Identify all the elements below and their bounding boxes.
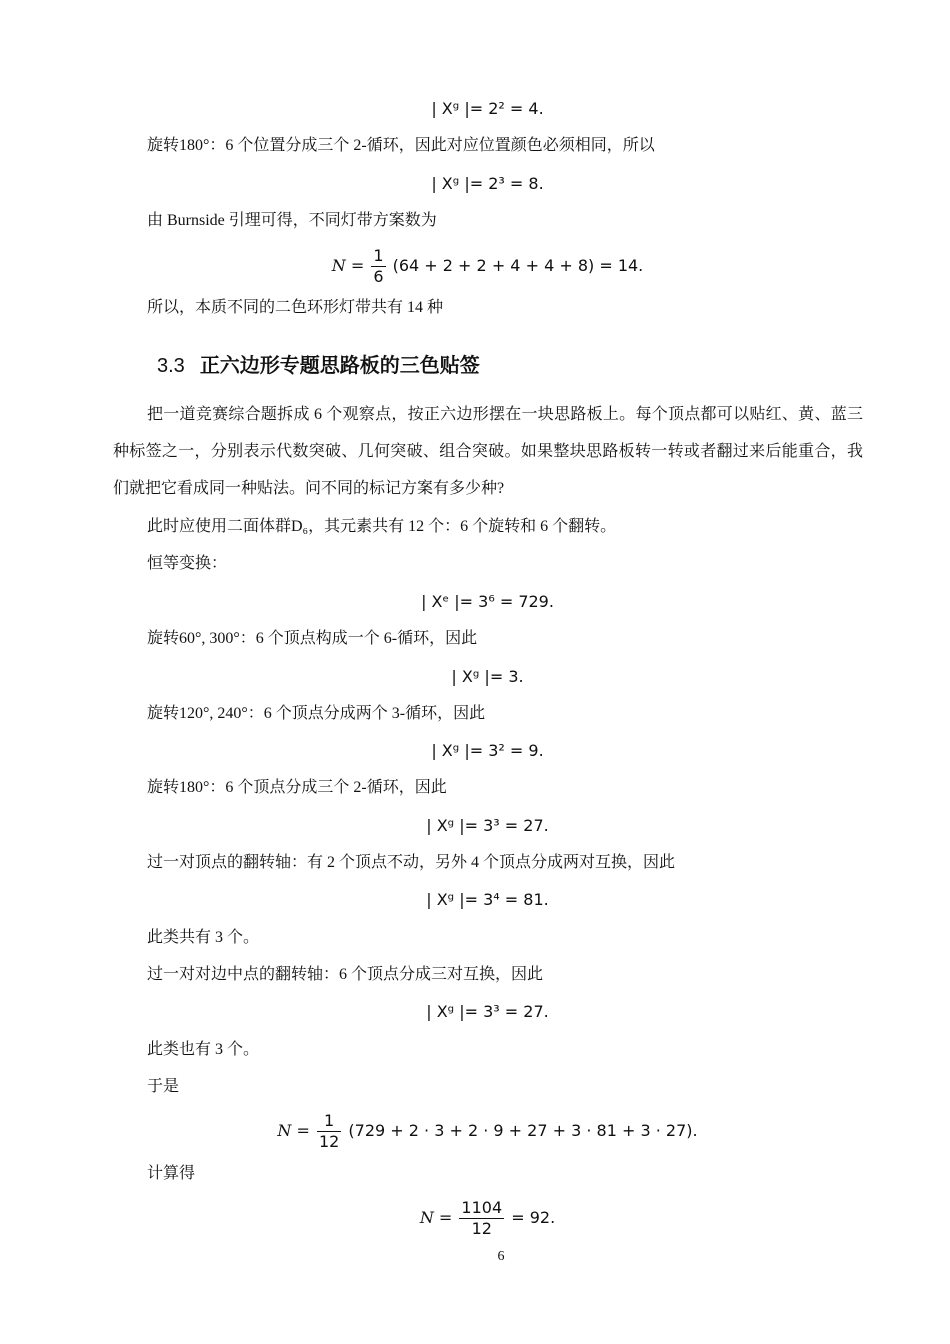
equation-rhs: = 92. <box>511 1208 556 1227</box>
equation-identity <box>0 591 950 613</box>
problem-paragraph: 把一道竞赛综合题拆成 6 个观察点，按正六边形摆在一块思路板上。每个顶点都可以贴红、黄、蓝三种标签之一，分别表示代数突破、几何突破、组合突破。如果整块思路板转一转或者翻过来后能重合，我们就把它看成同一种贴法。问不同的标记方案有多少种? <box>113 406 863 497</box>
flip-edge-label: 过一对对边中点的翻转轴：6 个顶点分成三对互换，因此 <box>147 966 544 983</box>
equation-text: | Xᵍ |= 3³ = 27. <box>426 816 549 835</box>
section-title: 正六边形专题思路板的三色贴签 <box>199 353 480 377</box>
equation-text: | Xᵍ |= 3⁴ = 81. <box>426 890 549 909</box>
rot180-label: 旋转180°：6 个顶点分成三个 2-循环，因此 <box>147 779 447 796</box>
section-heading <box>157 351 480 380</box>
equation-text: | Xᵍ |= 2³ = 8. <box>431 174 544 193</box>
equation-flip-vertex <box>0 889 950 911</box>
conclusion-two-colors-text: 所以，本质不同的二色环形灯带共有 14 种 <box>147 299 444 316</box>
fraction-numerator: 1 <box>317 1111 341 1132</box>
fraction <box>371 246 385 287</box>
rot180-two-colors-text: 旋转180°：6 个位置分成三个 2-循环，因此对应位置颜色必须相同，所以 <box>147 137 655 154</box>
equation-lhs: N = <box>331 256 365 275</box>
rot120-label: 旋转120°, 240°：6 个顶点分成两个 3-循环，因此 <box>147 705 486 722</box>
fraction-denominator: 6 <box>373 267 384 286</box>
equation-text: | Xᵍ |= 3³ = 27. <box>426 1002 549 1021</box>
equation-lhs: N = <box>419 1208 453 1227</box>
fraction <box>317 1111 341 1152</box>
equation-lhs: N = <box>277 1121 310 1140</box>
equation-rot120-two-colors <box>0 98 950 120</box>
equation-rot60 <box>0 666 950 688</box>
flip-vertex-label: 过一对顶点的翻转轴：有 2 个顶点不动，另外 4 个顶点分成两对互换，因此 <box>147 854 676 871</box>
equation-rot180 <box>0 815 950 837</box>
flip-edge-count-text: 此类也有 3 个。 <box>147 1041 260 1058</box>
equation-rhs: (729 + 2 · 3 + 2 · 9 + 27 + 3 · 81 + 3 · 27). <box>348 1121 698 1140</box>
section-number: 3.3 <box>157 355 185 377</box>
equation-text: | Xᵉ |= 3⁶ = 729. <box>421 592 554 611</box>
equation-flip-edge <box>0 1001 950 1023</box>
compute-label: 计算得 <box>147 1165 196 1182</box>
group-intro-text: 此时应使用二面体群D₆，其元素共有 12 个：6 个旋转和 6 个翻转。 <box>147 518 617 535</box>
flip-vertex-count-text: 此类共有 3 个。 <box>147 929 260 946</box>
page-number: 6 <box>497 1249 505 1264</box>
therefore-text: 于是 <box>147 1078 180 1095</box>
fraction-numerator: 1104 <box>461 1198 503 1217</box>
equation-burnside-sum <box>0 1109 950 1153</box>
equation-result <box>0 1196 950 1240</box>
equation-rot180-two-colors <box>0 173 950 195</box>
equation-text: | Xᵍ |= 2² = 4. <box>431 99 544 118</box>
equation-text: | Xᵍ |= 3. <box>451 667 524 686</box>
equation-total-two-colors <box>0 244 950 288</box>
fraction-numerator: 1 <box>373 246 384 265</box>
fraction <box>459 1198 504 1239</box>
fraction-denominator: 12 <box>318 1132 340 1151</box>
equation-rot120 <box>0 740 950 762</box>
equation-rhs: (64 + 2 + 2 + 4 + 4 + 8) = 14. <box>392 256 644 275</box>
equation-text: | Xᵍ |= 3² = 9. <box>431 741 544 760</box>
identity-label: 恒等变换： <box>147 555 228 572</box>
burnside-intro-text: 由 Burnside 引理可得，不同灯带方案数为 <box>147 212 437 229</box>
fraction-denominator: 12 <box>471 1219 492 1238</box>
rot60-label: 旋转60°, 300°：6 个顶点构成一个 6-循环，因此 <box>147 630 478 647</box>
